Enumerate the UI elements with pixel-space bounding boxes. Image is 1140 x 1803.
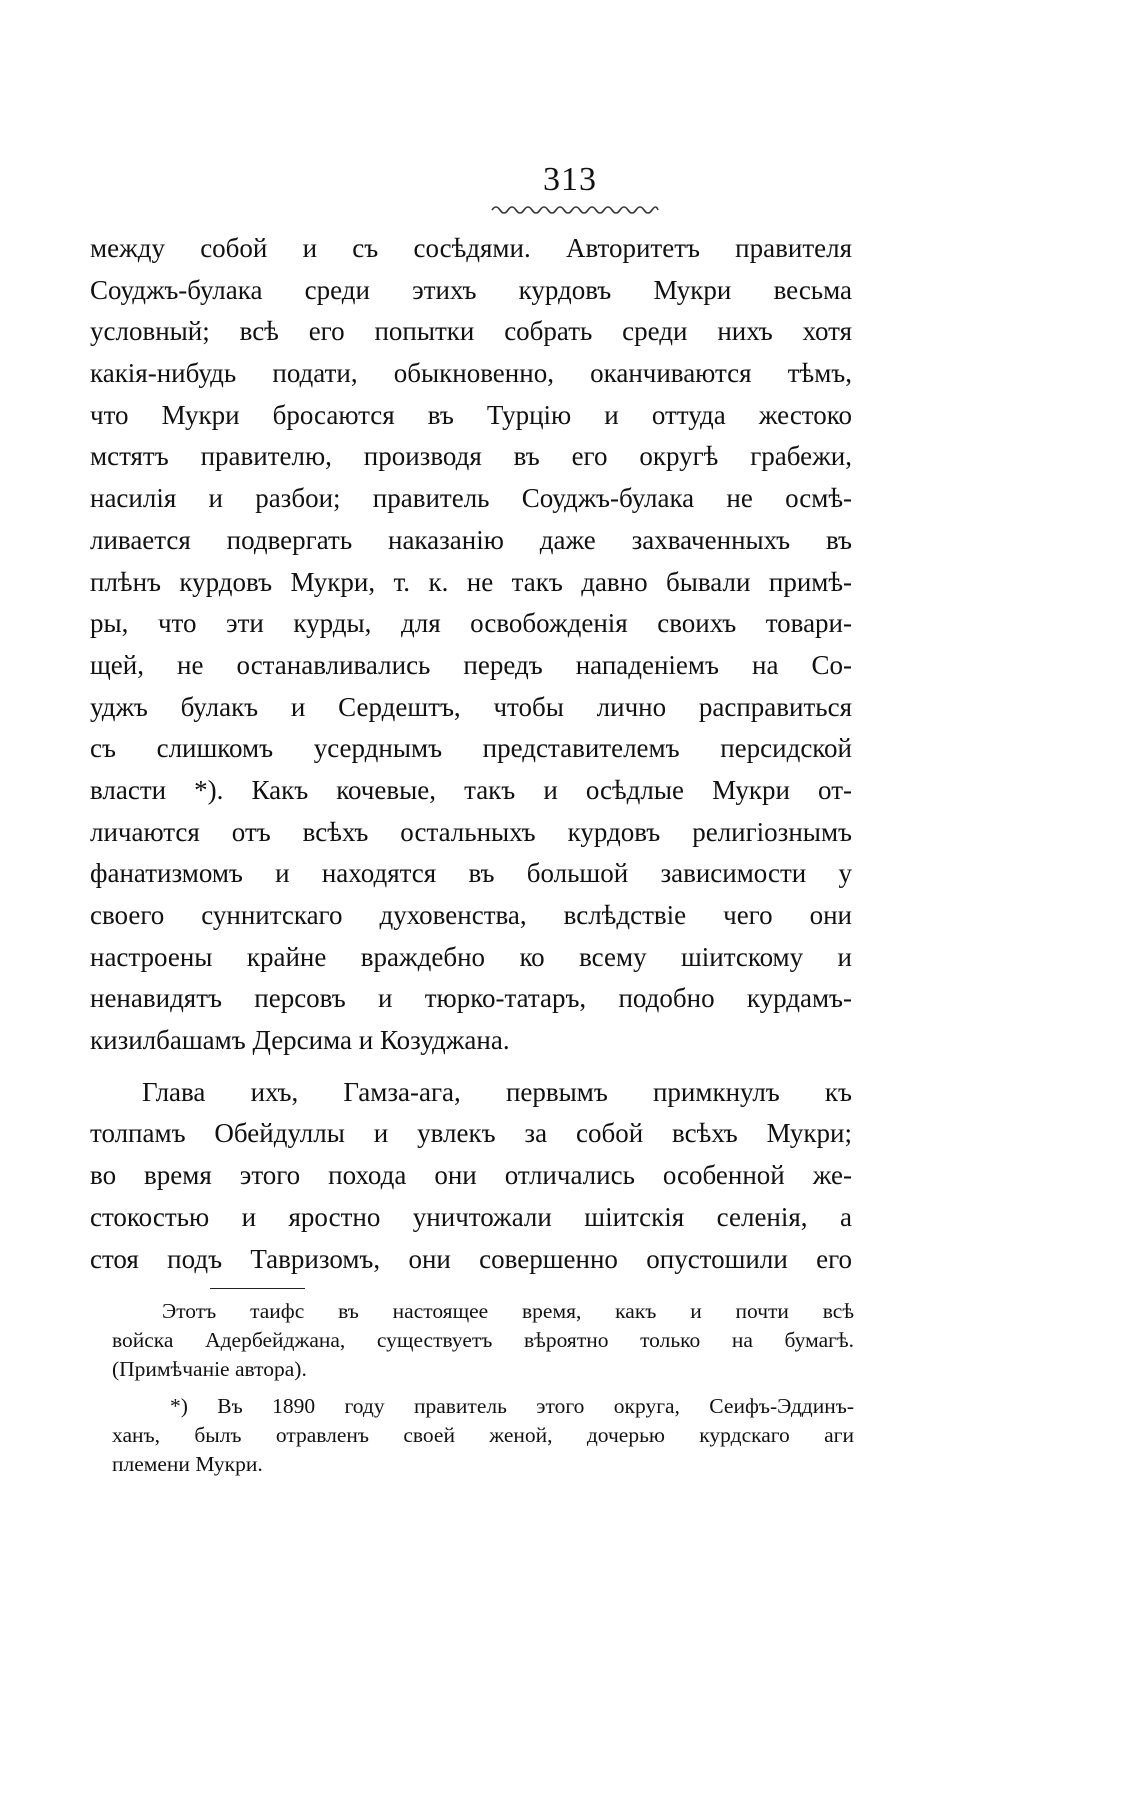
text-line: ры, что эти курды, для освобожденія своихъ товари-: [90, 608, 852, 639]
text-line: фанатизмомъ и находятся въ большой зависимости у: [90, 858, 852, 889]
text-line: кизилбашамъ Дерсима и Козуджана.: [90, 1025, 510, 1056]
footnote-line: войска Адербейджана, существуетъ вѣроятно только на бумагѣ.: [112, 1328, 854, 1352]
text-line: толпамъ Обейдуллы и увлекъ за собой всѣхъ Мукри;: [90, 1118, 852, 1149]
text-line: стоя подъ Тавризомъ, они совершенно опустошили его: [90, 1243, 852, 1274]
text-line: уджъ булакъ и Сердештъ, чтобы лично расправиться: [90, 691, 852, 722]
footnotes: [112, 1297, 854, 1479]
text-line: плѣнъ курдовъ Мукри, т. к. не такъ давно бывали примѣ-: [90, 566, 852, 597]
text-line: Глава ихъ, Гамза-ага, первымъ примкнулъ къ: [142, 1076, 852, 1107]
text-line: во время этого похода они отличались особенной же-: [90, 1160, 852, 1191]
text-line: что Мукри бросаются въ Турцію и оттуда жестоко: [90, 399, 852, 430]
footnote-line: Этотъ таифс въ настоящее время, какъ и почти всѣ: [162, 1299, 854, 1323]
footnote-line: ханъ, былъ отравленъ своей женой, дочерью курдскаго аги: [112, 1423, 854, 1447]
text-line: власти *). Какъ кочевые, такъ и осѣдлые Мукри от-: [90, 774, 852, 805]
text-line: щей, не останавливались передъ нападеніемъ на Со-: [90, 649, 852, 680]
text-line: Соуджъ-булака среди этихъ курдовъ Мукри весьма: [90, 274, 852, 305]
text-line: насилія и разбои; правитель Соуджъ-булака не осмѣ-: [90, 483, 852, 514]
text-line: настроены крайне враждебно ко всему шіитскому и: [90, 941, 852, 972]
text-line: какія-нибудь подати, обыкновенно, оканчиваются тѣмъ,: [90, 358, 852, 389]
footnote-line: племени Мукри.: [112, 1452, 263, 1476]
text-line: ливается подвергать наказанію даже захваченныхъ въ: [90, 524, 852, 555]
text-line: своего суннитскаго духовенства, вслѣдствіе чего они: [90, 900, 852, 930]
text-line: между собой и съ сосѣдями. Авторитетъ правителя: [90, 233, 852, 263]
text-line: условный; всѣ его попытки собрать среди нихъ хотя: [90, 316, 852, 347]
footnote-line: *) Въ 1890 году правитель этого округа, Сеифъ-Эддинъ-: [170, 1394, 854, 1418]
text-line: съ слишкомъ усерднымъ представителемъ персидской: [90, 733, 852, 764]
page-number: 313: [543, 161, 597, 198]
text-line: стокостью и яростно уничтожали шіитскія селенія, а: [90, 1201, 852, 1232]
text-line: ненавидятъ персовъ и тюрко-татаръ, подобно курдамъ-: [90, 983, 852, 1014]
footnote-rule: [210, 1288, 305, 1289]
text-line: мстятъ правителю, производя въ его округѣ грабежи,: [90, 441, 852, 472]
main-text: [90, 228, 852, 1280]
footnote-line: (Примѣчаніе автора).: [112, 1357, 307, 1381]
wavy-ornament: [490, 202, 660, 216]
text-line: личаются отъ всѣхъ остальныхъ курдовъ религіознымъ: [90, 816, 852, 847]
